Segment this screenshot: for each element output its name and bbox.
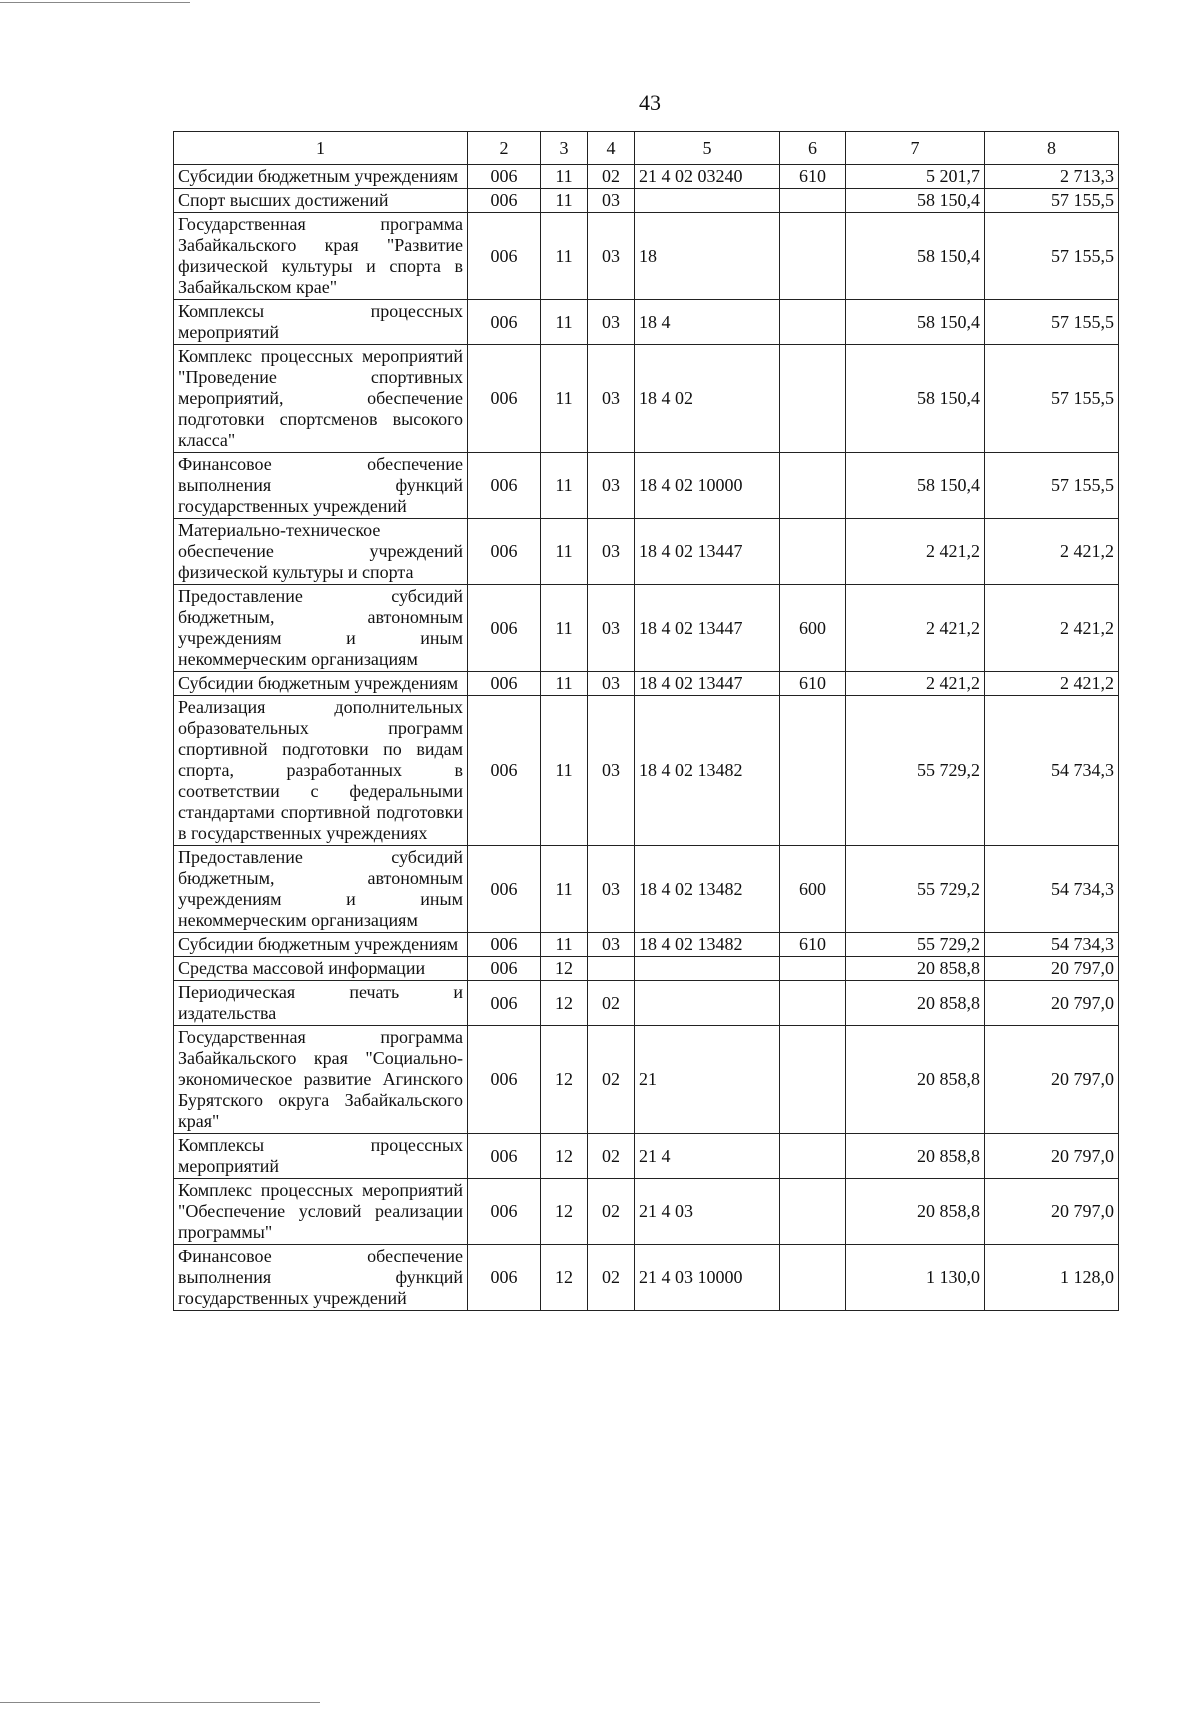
section-cell: 11 (541, 345, 588, 453)
target-article-cell: 18 4 02 13482 (635, 696, 780, 846)
amount-year1-cell: 2 421,2 (846, 672, 985, 696)
amount-year2-cell: 57 155,5 (985, 345, 1119, 453)
item-name-cell: Комплекс процессных мероприятий "Проведение спортивных мероприятий, обеспечение подготовки спортсменов высокого класса" (174, 345, 468, 453)
subsection-cell: 02 (588, 1134, 635, 1179)
subsection-cell: 03 (588, 453, 635, 519)
target-article-cell: 18 4 02 (635, 345, 780, 453)
item-name-cell: Субсидии бюджетным учреждениям (174, 933, 468, 957)
amount-year2-cell: 54 734,3 (985, 696, 1119, 846)
ministry-code-cell: 006 (468, 1134, 541, 1179)
amount-year1-cell: 20 858,8 (846, 981, 985, 1026)
ministry-code-cell: 006 (468, 519, 541, 585)
column-header: 7 (846, 132, 985, 165)
ministry-code-cell: 006 (468, 585, 541, 672)
table-row (174, 213, 1119, 300)
subsection-cell: 02 (588, 1179, 635, 1245)
expense-type-cell (780, 1245, 846, 1311)
amount-year2-cell: 2 421,2 (985, 672, 1119, 696)
table-row (174, 1245, 1119, 1311)
amount-year2-cell: 54 734,3 (985, 933, 1119, 957)
amount-year2-cell: 54 734,3 (985, 846, 1119, 933)
ministry-code-cell: 006 (468, 933, 541, 957)
target-article-cell: 21 4 (635, 1134, 780, 1179)
table-row (174, 453, 1119, 519)
section-cell: 12 (541, 981, 588, 1026)
table-row (174, 696, 1119, 846)
ministry-code-cell: 006 (468, 345, 541, 453)
expense-type-cell (780, 453, 846, 519)
expense-type-cell (780, 1179, 846, 1245)
amount-year2-cell: 57 155,5 (985, 300, 1119, 345)
item-name-cell: Спорт высших достижений (174, 189, 468, 213)
subsection-cell: 03 (588, 585, 635, 672)
ministry-code-cell: 006 (468, 957, 541, 981)
amount-year2-cell: 20 797,0 (985, 1134, 1119, 1179)
section-cell: 12 (541, 1026, 588, 1134)
expense-type-cell (780, 345, 846, 453)
item-name-cell: Средства массовой информации (174, 957, 468, 981)
amount-year1-cell: 58 150,4 (846, 453, 985, 519)
table-row (174, 165, 1119, 189)
item-name-cell: Предоставление субсидий бюджетным, автономным учреждениям и иным некоммерческим организациям (174, 846, 468, 933)
expense-type-cell: 600 (780, 846, 846, 933)
section-cell: 11 (541, 696, 588, 846)
column-header: 6 (780, 132, 846, 165)
section-cell: 12 (541, 957, 588, 981)
section-cell: 11 (541, 213, 588, 300)
expense-type-cell (780, 1134, 846, 1179)
subsection-cell: 03 (588, 345, 635, 453)
table-row (174, 1134, 1119, 1179)
table-row (174, 300, 1119, 345)
subsection-cell: 03 (588, 300, 635, 345)
amount-year2-cell: 2 421,2 (985, 585, 1119, 672)
amount-year1-cell: 1 130,0 (846, 1245, 985, 1311)
item-name-cell: Государственная программа Забайкальского края "Развитие физической культуры и спорта в Забайкальском крае" (174, 213, 468, 300)
subsection-cell: 02 (588, 1245, 635, 1311)
amount-year2-cell: 2 713,3 (985, 165, 1119, 189)
subsection-cell: 03 (588, 696, 635, 846)
section-cell: 11 (541, 519, 588, 585)
item-name-cell: Реализация дополнительных образовательных программ спортивной подготовки по видам спорта, разработанных в соответствии с федеральными стандартами спортивной подготовки в государственных учреждениях (174, 696, 468, 846)
subsection-cell: 03 (588, 933, 635, 957)
amount-year1-cell: 5 201,7 (846, 165, 985, 189)
ministry-code-cell: 006 (468, 696, 541, 846)
amount-year1-cell: 58 150,4 (846, 213, 985, 300)
target-article-cell (635, 981, 780, 1026)
subsection-cell: 03 (588, 213, 635, 300)
ministry-code-cell: 006 (468, 981, 541, 1026)
amount-year2-cell: 20 797,0 (985, 1026, 1119, 1134)
item-name-cell: Субсидии бюджетным учреждениям (174, 165, 468, 189)
budget-table (173, 131, 1119, 1311)
table-row (174, 957, 1119, 981)
amount-year2-cell: 57 155,5 (985, 213, 1119, 300)
amount-year1-cell: 20 858,8 (846, 1026, 985, 1134)
section-cell: 11 (541, 189, 588, 213)
target-article-cell: 18 4 02 13447 (635, 519, 780, 585)
amount-year2-cell: 20 797,0 (985, 957, 1119, 981)
amount-year1-cell: 55 729,2 (846, 846, 985, 933)
amount-year1-cell: 20 858,8 (846, 957, 985, 981)
target-article-cell: 18 4 02 10000 (635, 453, 780, 519)
expense-type-cell (780, 213, 846, 300)
column-header: 5 (635, 132, 780, 165)
amount-year1-cell: 58 150,4 (846, 345, 985, 453)
expense-type-cell (780, 957, 846, 981)
item-name-cell: Периодическая печать и издательства (174, 981, 468, 1026)
page-number: 43 (639, 90, 661, 115)
amount-year2-cell: 57 155,5 (985, 189, 1119, 213)
scan-artifact-line (0, 2, 190, 3)
ministry-code-cell: 006 (468, 1026, 541, 1134)
section-cell: 11 (541, 933, 588, 957)
table-row (174, 1026, 1119, 1134)
subsection-cell (588, 957, 635, 981)
target-article-cell: 21 (635, 1026, 780, 1134)
expense-type-cell (780, 519, 846, 585)
table-row (174, 345, 1119, 453)
subsection-cell: 03 (588, 189, 635, 213)
expense-type-cell: 610 (780, 933, 846, 957)
section-cell: 12 (541, 1134, 588, 1179)
table-row (174, 981, 1119, 1026)
amount-year1-cell: 58 150,4 (846, 189, 985, 213)
target-article-cell: 21 4 02 03240 (635, 165, 780, 189)
amount-year1-cell: 58 150,4 (846, 300, 985, 345)
amount-year2-cell: 57 155,5 (985, 453, 1119, 519)
section-cell: 11 (541, 846, 588, 933)
ministry-code-cell: 006 (468, 672, 541, 696)
item-name-cell: Комплексы процессных мероприятий (174, 300, 468, 345)
amount-year2-cell: 1 128,0 (985, 1245, 1119, 1311)
ministry-code-cell: 006 (468, 300, 541, 345)
amount-year2-cell: 2 421,2 (985, 519, 1119, 585)
column-header: 1 (174, 132, 468, 165)
table-row (174, 672, 1119, 696)
ministry-code-cell: 006 (468, 213, 541, 300)
subsection-cell: 03 (588, 519, 635, 585)
target-article-cell: 18 4 02 13482 (635, 846, 780, 933)
subsection-cell: 03 (588, 672, 635, 696)
column-header: 2 (468, 132, 541, 165)
amount-year1-cell: 20 858,8 (846, 1179, 985, 1245)
ministry-code-cell: 006 (468, 165, 541, 189)
amount-year1-cell: 2 421,2 (846, 519, 985, 585)
amount-year2-cell: 20 797,0 (985, 1179, 1119, 1245)
table-row (174, 519, 1119, 585)
target-article-cell: 18 4 02 13482 (635, 933, 780, 957)
section-cell: 12 (541, 1245, 588, 1311)
ministry-code-cell: 006 (468, 1245, 541, 1311)
ministry-code-cell: 006 (468, 846, 541, 933)
table-row (174, 1179, 1119, 1245)
table-header-row (174, 132, 1119, 165)
column-header: 8 (985, 132, 1119, 165)
item-name-cell: Предоставление субсидий бюджетным, автономным учреждениям и иным некоммерческим организациям (174, 585, 468, 672)
target-article-cell: 18 4 02 13447 (635, 585, 780, 672)
amount-year2-cell: 20 797,0 (985, 981, 1119, 1026)
table-row (174, 585, 1119, 672)
section-cell: 11 (541, 672, 588, 696)
target-article-cell (635, 957, 780, 981)
target-article-cell (635, 189, 780, 213)
column-header: 4 (588, 132, 635, 165)
subsection-cell: 02 (588, 1026, 635, 1134)
amount-year1-cell: 20 858,8 (846, 1134, 985, 1179)
subsection-cell: 02 (588, 981, 635, 1026)
target-article-cell: 21 4 03 (635, 1179, 780, 1245)
subsection-cell: 02 (588, 165, 635, 189)
expense-type-cell (780, 1026, 846, 1134)
section-cell: 12 (541, 1179, 588, 1245)
item-name-cell: Финансовое обеспечение выполнения функций государственных учреждений (174, 1245, 468, 1311)
expense-type-cell (780, 189, 846, 213)
item-name-cell: Комплекс процессных мероприятий "Обеспечение условий реализации программы" (174, 1179, 468, 1245)
section-cell: 11 (541, 585, 588, 672)
table-row (174, 846, 1119, 933)
ministry-code-cell: 006 (468, 453, 541, 519)
amount-year1-cell: 55 729,2 (846, 696, 985, 846)
target-article-cell: 18 4 (635, 300, 780, 345)
subsection-cell: 03 (588, 846, 635, 933)
item-name-cell: Субсидии бюджетным учреждениям (174, 672, 468, 696)
expense-type-cell: 610 (780, 672, 846, 696)
scan-artifact-line (0, 1702, 320, 1703)
table-row (174, 933, 1119, 957)
section-cell: 11 (541, 165, 588, 189)
column-header: 3 (541, 132, 588, 165)
target-article-cell: 18 (635, 213, 780, 300)
target-article-cell: 18 4 02 13447 (635, 672, 780, 696)
target-article-cell: 21 4 03 10000 (635, 1245, 780, 1311)
expense-type-cell (780, 300, 846, 345)
section-cell: 11 (541, 300, 588, 345)
item-name-cell: Материально-техническое обеспечение учреждений физической культуры и спорта (174, 519, 468, 585)
item-name-cell: Комплексы процессных мероприятий (174, 1134, 468, 1179)
ministry-code-cell: 006 (468, 1179, 541, 1245)
section-cell: 11 (541, 453, 588, 519)
amount-year1-cell: 2 421,2 (846, 585, 985, 672)
expense-type-cell: 610 (780, 165, 846, 189)
ministry-code-cell: 006 (468, 189, 541, 213)
amount-year1-cell: 55 729,2 (846, 933, 985, 957)
item-name-cell: Финансовое обеспечение выполнения функций государственных учреждений (174, 453, 468, 519)
expense-type-cell: 600 (780, 585, 846, 672)
item-name-cell: Государственная программа Забайкальского края "Социально-экономическое развитие Агинского Бурятского округа Забайкальского края" (174, 1026, 468, 1134)
expense-type-cell (780, 696, 846, 846)
expense-type-cell (780, 981, 846, 1026)
table-row (174, 189, 1119, 213)
